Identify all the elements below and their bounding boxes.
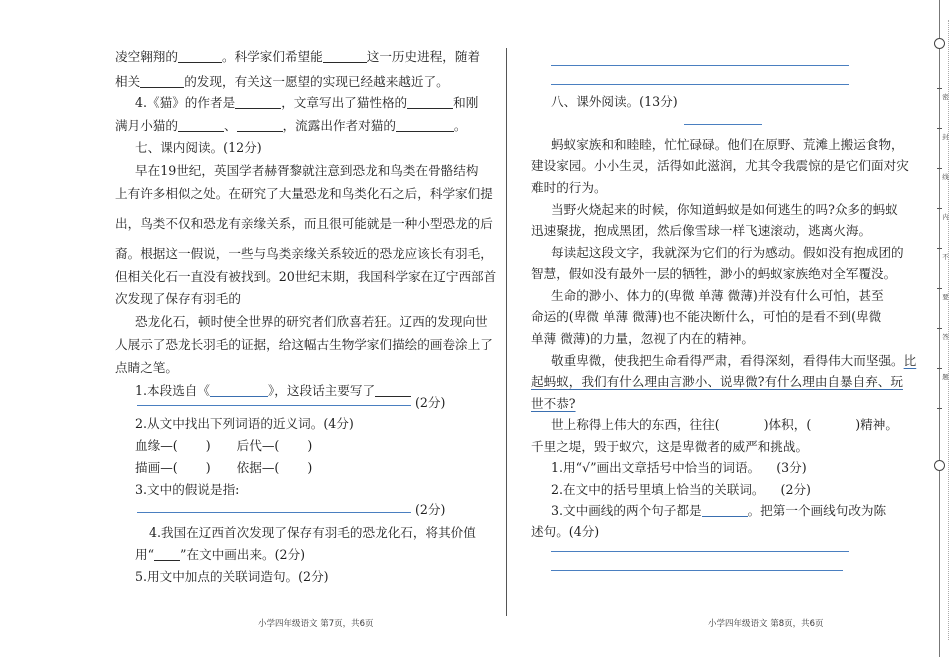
- tick: [937, 208, 942, 209]
- answer-line[interactable]: [551, 570, 843, 571]
- passage-line: 人展示了恐龙长羽毛的证据，给这幅古生物学家们描绘的画卷涂上了: [115, 337, 493, 352]
- blank: [407, 94, 453, 109]
- blank: [323, 48, 367, 63]
- binding-char: 封: [942, 133, 949, 141]
- question-1-source: 1.本段选自《 》，这段话主要写了: [135, 382, 411, 400]
- synonym-row: 血缘—( ) 后代—( ): [135, 438, 313, 453]
- answer-line[interactable]: [551, 65, 849, 66]
- page-divider: [506, 48, 507, 616]
- underlined-sentence: 比: [903, 353, 917, 368]
- score-label: (2分): [415, 502, 446, 517]
- passage-line: 蚂蚁家族和和睦睦，忙忙碌碌。他们在原野、荒滩上搬运食物，: [551, 137, 904, 152]
- answer-blank[interactable]: [702, 502, 748, 517]
- score-label: (2分): [415, 395, 446, 410]
- passage-line: 敬重卑微，使我把生命看得严肃，看得深刻，看得伟大而坚强。比: [551, 353, 917, 368]
- tick: [937, 88, 942, 89]
- tick: [937, 168, 942, 169]
- passage-line: 点睛之笔。: [115, 360, 178, 375]
- left-line-2: 相关 的发现，有关这一愿望的实现已经越来越近了。: [115, 74, 449, 89]
- question-5: 5.用文中加点的关联词造句。(2分): [135, 569, 329, 584]
- dotted-margin: [948, 20, 949, 640]
- binding-hole-icon: [934, 38, 945, 49]
- passage-line: 难时的行为。: [531, 180, 607, 195]
- answer-line[interactable]: [551, 551, 849, 552]
- blank: [237, 117, 283, 132]
- answer-blank[interactable]: [210, 382, 268, 397]
- q4-cat-line2: 满月小猫的 、 ，流露出作者对猫的 。: [115, 118, 467, 133]
- blank: [178, 117, 224, 132]
- passage-line: 次发现了保存有羽毛的: [115, 291, 241, 306]
- question-1: 1.用“√”画出文章括号中恰当的词语。 (3分): [551, 460, 807, 475]
- passage-line: 迅速聚拢，抱成黑团，然后像雪球一样飞速滚动，逃离火海。: [531, 223, 872, 238]
- binding-char: 密: [942, 93, 949, 101]
- blank: [396, 117, 454, 132]
- passage-line: 每读起这段文字，我就深为它们的行为感动。假如没有抱成团的: [551, 245, 904, 260]
- binding-hole-icon: [934, 460, 945, 471]
- page-footer: 小学四年级语文 第8页，共6页: [708, 619, 824, 629]
- tick: [937, 128, 942, 129]
- blank: [140, 73, 184, 88]
- blank: [178, 48, 222, 63]
- passage-line: 早在19世纪，英国学者赫胥黎就注意到恐龙和鸟类在骨骼结构: [135, 163, 479, 178]
- tick: [937, 328, 942, 329]
- answer-line[interactable]: [551, 84, 849, 85]
- question-3-line1: 3.文中画线的两个句子都是 。把第一个画线句改为陈: [551, 503, 887, 518]
- binding-char: 要: [942, 293, 949, 301]
- passage-line-choice[interactable]: 生命的渺小、体力的(卑微 单薄 微薄)并没有什么可怕，甚至: [551, 288, 884, 303]
- passage-line: 恐龙化石，顿时使全世界的研究者们欣喜若狂。辽西的发现向世: [135, 314, 488, 329]
- binding-char: 答: [942, 333, 949, 341]
- question-3: 3.文中的假说是指:: [135, 482, 240, 497]
- passage-line: 世上称得上伟大的东西，往往( )体积，( )精神。: [551, 417, 898, 432]
- synonym-row: 描画—( ) 依据—( ): [135, 460, 313, 475]
- passage-line: 智慧，假如没有最外一层的牺牲，渺小的蚂蚁家族绝对全军覆没。: [531, 266, 897, 281]
- passage-line: 建设家园。小小生灵，活得如此滋润，尤其令我震惊的是它们面对灾: [531, 158, 909, 173]
- tick: [937, 368, 942, 369]
- binding-char: 不: [942, 253, 949, 261]
- blank: [235, 94, 281, 109]
- answer-blank[interactable]: [154, 546, 180, 561]
- underlined-sentence: 起蚂蚁，我们有什么理由言渺小、说卑微?有什么理由自暴自弃、玩: [531, 374, 903, 389]
- page-footer: 小学四年级语文 第7页，共6页: [258, 619, 374, 629]
- binding-char: 题: [942, 373, 949, 381]
- answer-line[interactable]: [137, 512, 411, 513]
- question-2: 2.从文中找出下列词语的近义词。(4分): [135, 416, 354, 431]
- passage-line: 但相关化石一直没有被找到。20世纪末期，我国科学家在辽宁西部首: [115, 269, 497, 284]
- title-blank[interactable]: [684, 124, 762, 125]
- tick: [937, 408, 942, 409]
- tick: [937, 288, 942, 289]
- question-3-line2: 述句。(4分): [531, 524, 600, 539]
- question-4-line1: 4.我国在辽西首次发现了保存有羽毛的恐龙化石，将其价值: [149, 525, 476, 540]
- q4-cat-line1: 4.《猫》的作者是 ，文章写出了猫性格的 和刚: [135, 95, 479, 110]
- answer-line[interactable]: [137, 405, 411, 406]
- answer-blank[interactable]: [375, 382, 411, 397]
- passage-line: 出，鸟类不仅和恐龙有亲缘关系，而且很可能就是一种小型恐龙的后: [115, 216, 493, 231]
- passage-line-choice[interactable]: 单薄 微薄)的力量，忽视了内在的精神。: [531, 331, 755, 346]
- left-line-1: 凌空翱翔的 。科学家们希望能 这一历史进程，随着: [115, 49, 481, 64]
- section-7-heading: 七、课内阅读。(12分): [135, 140, 262, 155]
- passage-line: 上有许多相似之处。在研究了大量恐龙和鸟类化石之后，科学家们提: [115, 186, 493, 201]
- binding-char: 内: [942, 213, 949, 221]
- passage-line: 千里之堤，毁于蚁穴，这是卑微者的威严和挑战。: [531, 439, 809, 454]
- question-4-line2: 用“ ”在文中画出来。(2分): [135, 547, 306, 562]
- passage-line-choice[interactable]: 命运的(卑微 单薄 微薄)也不能决断什么，可怕的是看不到(卑微: [531, 309, 882, 324]
- underlined-sentence: 世不恭?: [531, 396, 576, 411]
- question-2: 2.在文中的括号里填上恰当的关联词。 (2分): [551, 482, 811, 497]
- passage-line: 裔。根据这一假说，一些与鸟类亲缘关系较近的恐龙应该长有羽毛，: [115, 246, 493, 261]
- binding-char: 线: [942, 173, 949, 181]
- section-8-heading: 八、课外阅读。(13分): [551, 94, 678, 109]
- tick: [937, 248, 942, 249]
- passage-line: 当野火烧起来的时候，你知道蚂蚁是如何逃生的吗?众多的蚂蚁: [551, 202, 898, 217]
